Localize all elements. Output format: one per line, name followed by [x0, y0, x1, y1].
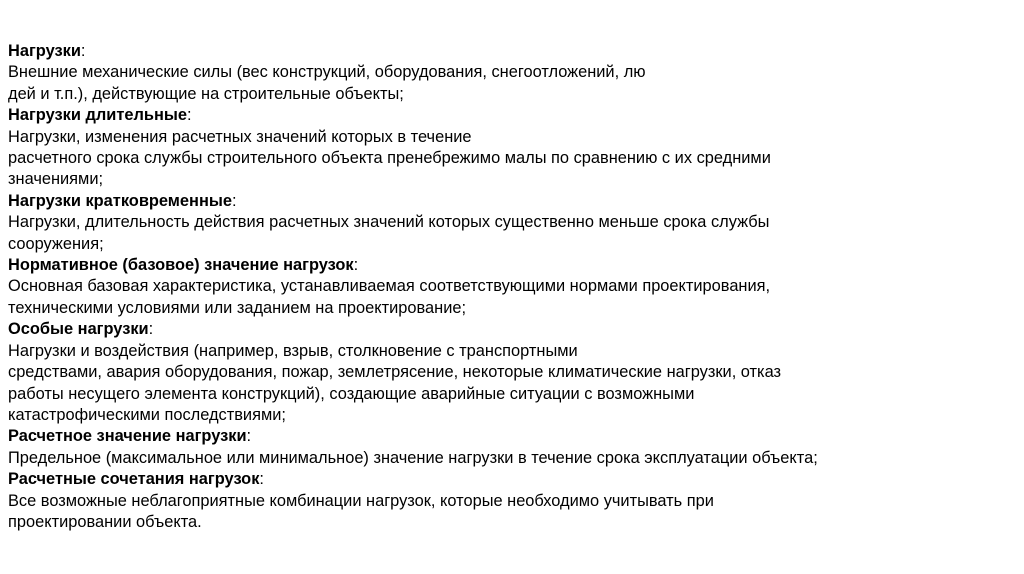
term-heading-short-term-loads	[8, 191, 1008, 212]
definition-line: дей и т.п.), действующие на строительные объекты;	[8, 84, 404, 103]
term-heading-design-combinations	[8, 469, 1008, 490]
definition-line: работы несущего элемента конструкций), создающие аварийные ситуации с возможными	[8, 384, 695, 403]
term-label: Нагрузки длительные	[8, 106, 187, 125]
definition-line: Основная базовая характеристика, устанавливаемая соответствующими нормами проектирования,	[8, 277, 771, 296]
term-heading-special-loads	[8, 319, 1008, 340]
term-colon: :	[353, 256, 359, 275]
term-colon: :	[231, 191, 237, 210]
definition-line: техническими условиями или заданием на проектирование;	[8, 298, 467, 317]
term-heading-normative-value	[8, 255, 1008, 276]
definition-line: проектировании объекта.	[8, 512, 202, 531]
term-heading-loads	[8, 41, 1008, 62]
term-colon: :	[187, 106, 192, 125]
definition-line: Предельное (максимальное или минимальное) значение нагрузки в течение срока эксплуатации объекта;	[8, 448, 818, 467]
definition-line: сооружения;	[8, 234, 104, 253]
definition-line: катастрофическими последствиями;	[8, 405, 286, 424]
term-label: Особые нагрузки	[8, 320, 149, 339]
slide-text-body	[8, 41, 1008, 533]
definition-line: Нагрузки и воздействия (например, взрыв, столкновение с транспортными	[8, 341, 578, 360]
definition-line: Нагрузки, длительность действия расчетных значений которых существенно меньше срока службы	[8, 213, 770, 232]
term-label: Нагрузки кратковременные	[8, 191, 232, 210]
term-heading-design-value	[8, 426, 1008, 447]
term-label: Нормативное (базовое) значение нагрузок	[8, 256, 354, 275]
term-colon: :	[246, 427, 252, 446]
definition-line: средствами, авария оборудования, пожар, землетрясение, некоторые климатические нагрузки, отказ	[8, 363, 782, 382]
term-label: Расчетные сочетания нагрузок	[8, 470, 260, 489]
term-heading-long-term-loads	[8, 105, 1008, 126]
term-label: Нагрузки	[8, 42, 81, 60]
term-colon: :	[259, 470, 264, 489]
definition-line: значениями;	[8, 170, 104, 189]
term-colon: :	[80, 42, 86, 60]
definition-line: расчетного срока службы строительного объекта пренебрежимо малы по сравнению с их средними	[8, 149, 771, 168]
term-colon: :	[148, 320, 154, 339]
definition-line: Нагрузки, изменения расчетных значений которых в течение	[8, 127, 472, 146]
definition-line: Внешние механические силы (вес конструкций, оборудования, снегоотложений, лю	[8, 63, 646, 82]
term-label: Расчетное значение нагрузки	[8, 427, 247, 446]
definition-line: Все возможные неблагоприятные комбинации нагрузок, которые необходимо учитывать при	[8, 491, 714, 510]
